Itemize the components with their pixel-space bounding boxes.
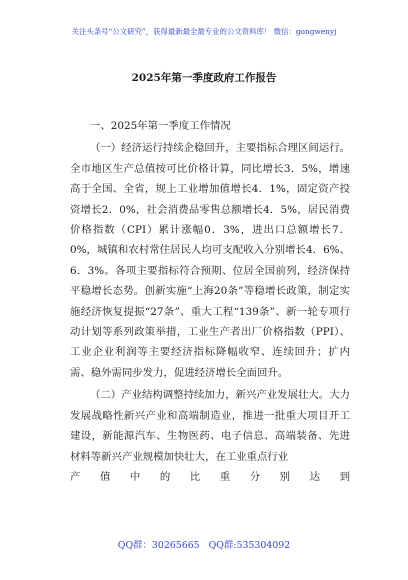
header-note: 关注头条号“公文研究”，获得最新最全最专业的公文资料库！ 微信：gongwenyj bbox=[71, 27, 337, 36]
last-line-char: 分 bbox=[249, 470, 261, 483]
paragraph-industry-last-line bbox=[70, 467, 350, 487]
last-line-char: 比 bbox=[189, 470, 201, 483]
last-line-char: 的 bbox=[159, 470, 171, 483]
document-body bbox=[70, 116, 350, 487]
section-heading: 一、2025年第一季度工作情况 bbox=[90, 120, 231, 132]
last-line-char: 重 bbox=[219, 470, 231, 483]
document-title: 2025年第一季度政府工作报告 bbox=[131, 72, 277, 84]
last-line-char: 别 bbox=[279, 470, 291, 483]
last-line-char: 达 bbox=[309, 470, 321, 483]
last-line-char: 到 bbox=[339, 470, 350, 483]
paragraph-economy: （一）经济运行持续企稳回升，主要指标合理区间运行。全市地区生产总值按可比价格计算，同比增长3．5%，增速高于全国、全省，规上工业增加值增长4．1%，固定资产投资增长2．0%，社会消费品零售总额增长4．5%，居民消费价格指数（CPI）累计涨幅0．3%，进出口总额增长7．0%，城镇和农村常住居民人均可支配收入分别增长4．6%、6．3%。各项主要指标符合预期、位居全国前列，经济保持平稳增长态势。创新实施“上海20条”等稳增长政策，制定实施经济恢复提振“27条”、重大工程“139条”、新一轮专项行动计划等系列政策举措，工业生产者出厂价格指数（PPI）、工业企业利润等主要经济指标降幅收窄、连续回升；扩内需、稳外需同步发力，促进经济增长全面回升。 bbox=[70, 142, 350, 379]
footer-qq-groups: QQ群：30265665 QQ群:535304092 bbox=[117, 540, 291, 551]
last-line-char: 值 bbox=[99, 470, 111, 483]
last-line-char: 产 bbox=[70, 470, 81, 483]
paragraph-industry: （二）产业结构调整持续加力，新兴产业发展壮大。大力发展战略性新兴产业和高端制造业，推进一批重大项目开工建设，新能源汽车、生物医药、电子信息、高端装备、先进材料等新兴产业规模加快壮大，在工业重点行业 bbox=[70, 389, 350, 463]
last-line-char: 中 bbox=[129, 470, 141, 483]
